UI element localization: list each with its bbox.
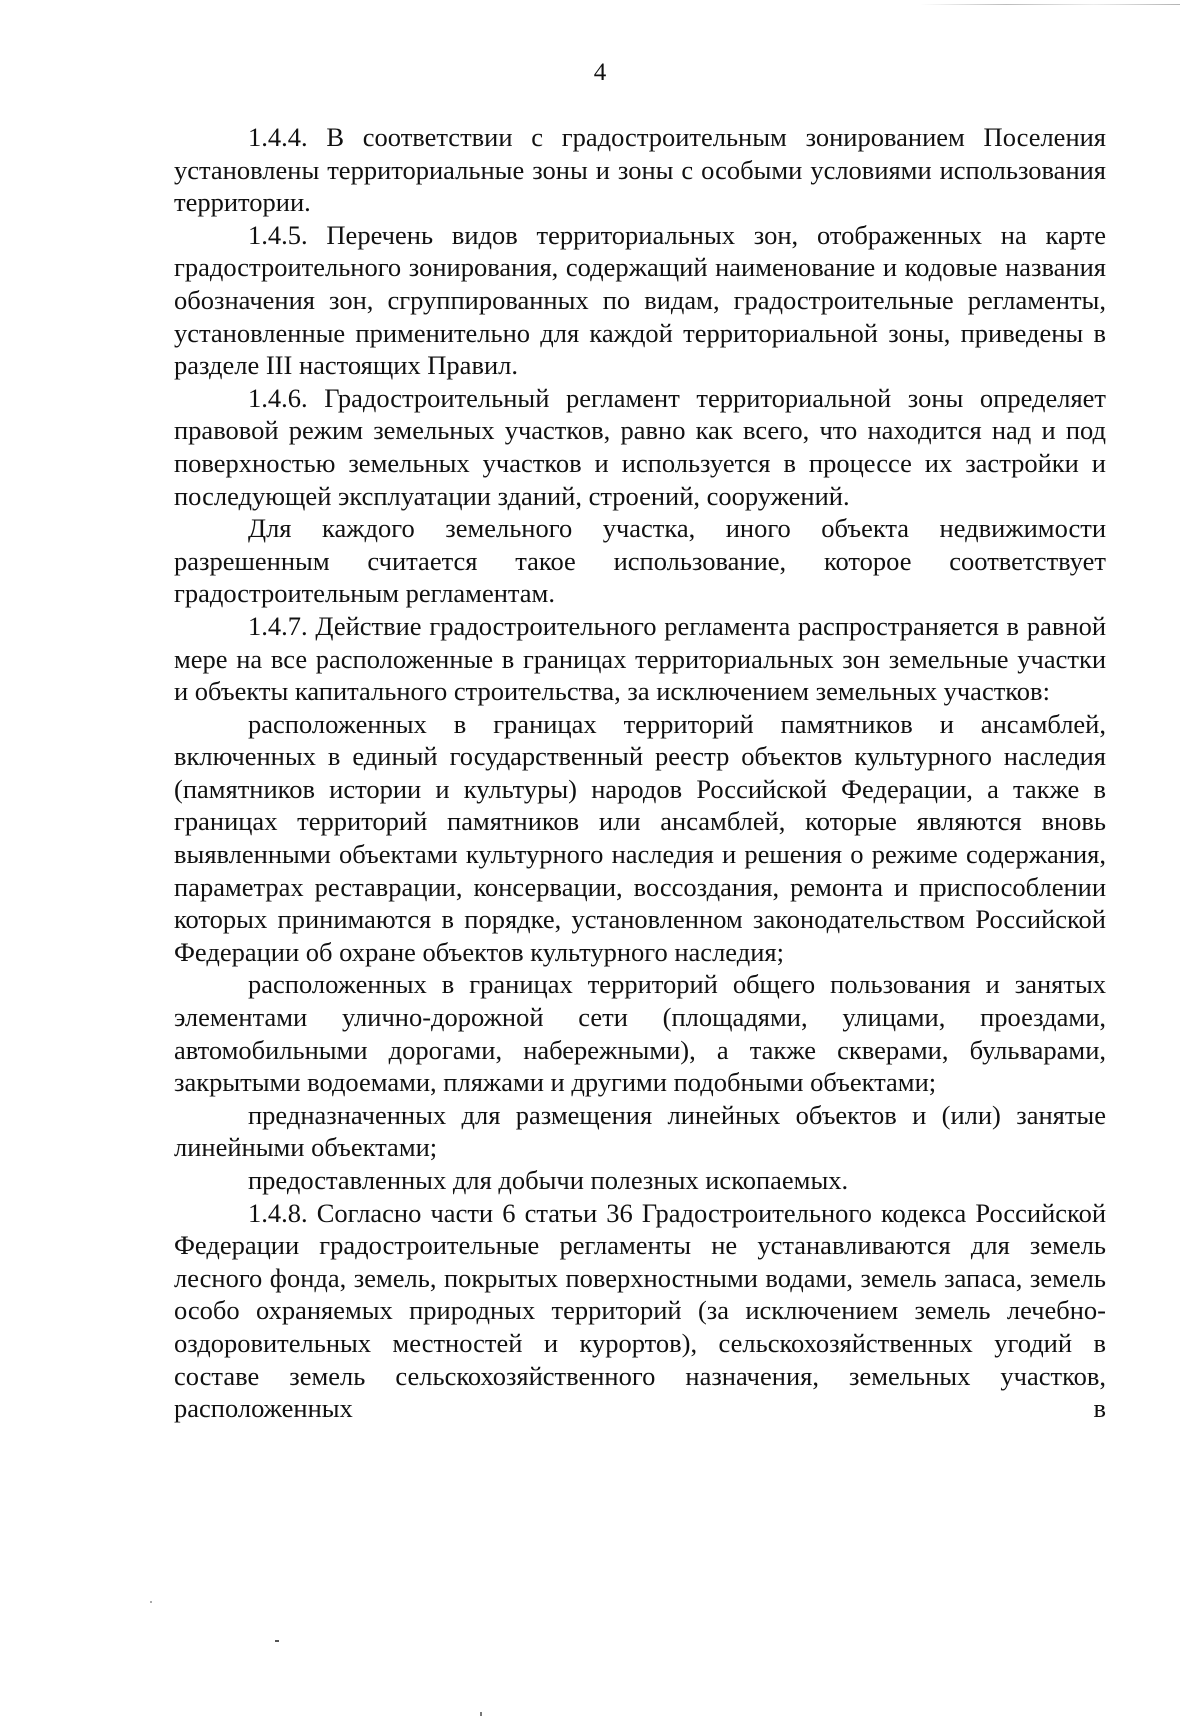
scan-dot xyxy=(480,1712,482,1716)
paragraph-1-4-8: 1.4.8. Согласно части 6 статьи 36 Градостроительного кодекса Российской Федерации градостроительные регламенты не устанавливаются для земель лесного фонда, земель, покрытых поверхностными водами, земель запаса, земель особо охраняемых природных территорий (за исключением земель лечебно-оздоровительных местностей и курортов), сельскохозяйственных угодий в составе земель сельскохозяйственного назначения, земельных участков, расположенных в xyxy=(174,1197,1106,1424)
paragraph-linear-objects: предназначенных для размещения линейных объектов и (или) занятые линейными объектами; xyxy=(174,1099,1106,1163)
scan-artifact-top xyxy=(920,4,1180,5)
paragraph-cultural-heritage: расположенных в границах территорий памятников и ансамблей, включенных в единый государственный реестр объектов культурного наследия (памятников истории и культуры) народов Российской Федерации, а также в границах территорий памятников или ансамблей, которые являются вновь выявленными объектами культурного наследия и решения о режиме содержания, параметрах реставрации, консервации, воссоздания, ремонта и приспособлении которых принимаются в порядке, установленном законодательством Российской Федерации об охране объектов культурного наследия; xyxy=(174,708,1106,967)
paragraph-1-4-6: 1.4.6. Градостроительный регламент территориальной зоны определяет правовой режим земельных участков, равно как всего, что находится над и под поверхностью земельных участков и используется в процессе их застройки и последующей эксплуатации зданий, строений, сооружений. xyxy=(174,382,1106,511)
paragraph-mineral-extraction: предоставленных для добычи полезных ископаемых. xyxy=(248,1165,849,1195)
scan-dot xyxy=(150,1601,152,1603)
paragraph-permitted-use: Для каждого земельного участка, иного объекта недвижимости разрешенным считается такое использование, которое соответствует градостроительным регламентам. xyxy=(174,513,1106,609)
paragraph-1-4-7: 1.4.7. Действие градостроительного регламента распространяется в равной мере на все расположенные в границах территориальных зон земельные участки и объекты капитального строительства, за исключением земельных участков: xyxy=(174,610,1106,707)
paragraph-1-4-5: 1.4.5. Перечень видов территориальных зон, отображенных на карте градостроительного зонирования, содержащий наименование и кодовые названия обозначения зон, сгруппированных по видам, градостроительные регламенты, установленные применительно для каждой территориальной зоны, приведены в разделе III настоящих Правил. xyxy=(174,219,1106,381)
scan-dot xyxy=(275,1640,279,1642)
document-body xyxy=(174,121,1106,1425)
page-number: 4 xyxy=(593,59,607,86)
paragraph-public-use-territories: расположенных в границах территорий общего пользования и занятых элементами улично-дорожной сети (площадями, улицами, проездами, автомобильными дорогами, набережными), а также скверами, бульварами, закрытыми водоемами, пляжами и другими подобными объектами; xyxy=(174,969,1106,1098)
paragraph-1-4-4: 1.4.4. В соответствии с градостроительным зонированием Поселения установлены территориальные зоны и зоны с особыми условиями использования территории. xyxy=(174,122,1106,218)
